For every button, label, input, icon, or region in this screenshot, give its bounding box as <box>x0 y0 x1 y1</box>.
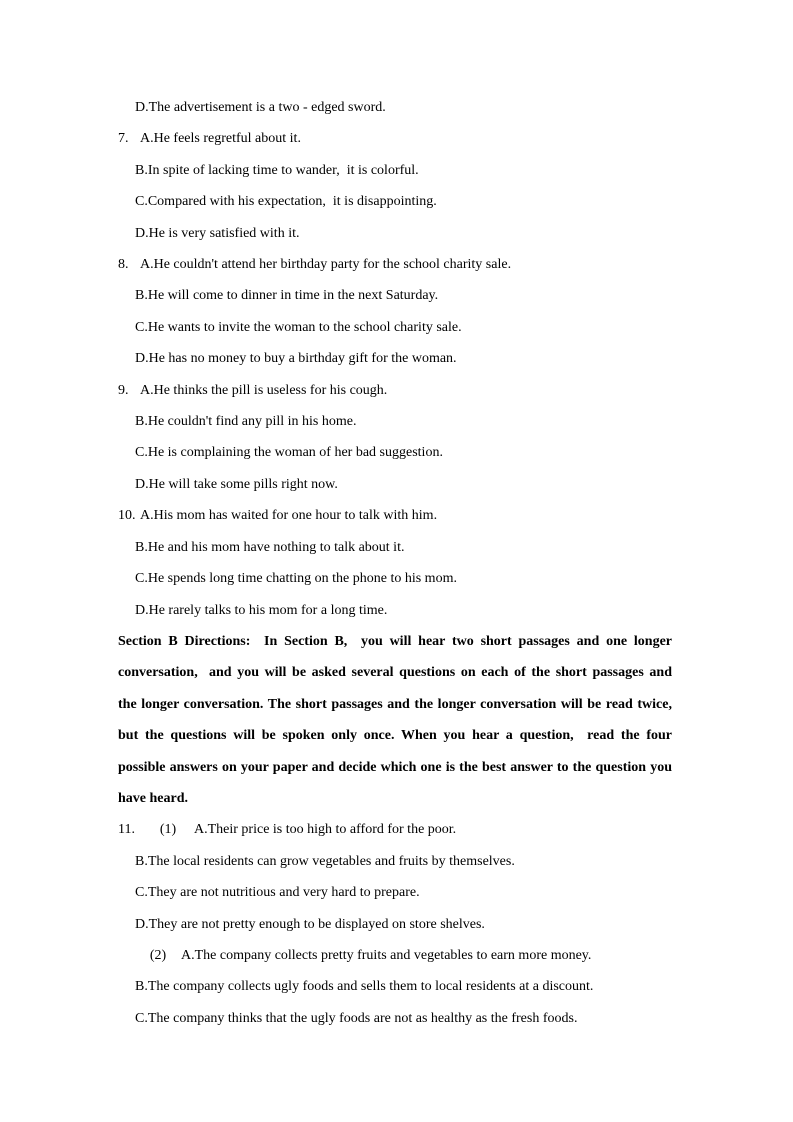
q11-part1-option-d: D.They are not pretty enough to be displayed on store shelves. <box>135 916 485 932</box>
q9-option-b: B.He couldn't find any pill in his home. <box>135 414 357 430</box>
q8-number: 8. <box>118 257 129 273</box>
q7-number: 7. <box>118 131 129 147</box>
q11-part2-label: (2) <box>149 947 167 963</box>
q10-number: 10. <box>118 508 136 524</box>
q9-option-a: A.He thinks the pill is useless for his cough. <box>140 382 388 398</box>
section-b-directions-line-1: Section B Directions: In Section B, you will hear two short passages and one longer <box>118 633 672 649</box>
q10-option-a: A.His mom has waited for one hour to talk with him. <box>140 508 438 524</box>
section-b-directions-line-3: the longer conversation. The short passages and the longer conversation will be read twice, <box>118 696 672 712</box>
q9-option-d: D.He will take some pills right now. <box>135 476 338 492</box>
q8-line-option-a <box>118 249 672 280</box>
q10-line-option-a <box>118 500 672 531</box>
q11-part1-label: (1) <box>159 822 177 838</box>
q11-part2-option-b: B.The company collects ugly foods and sells them to local residents at a discount. <box>135 979 594 995</box>
q11-part1-line-option-a <box>118 814 672 845</box>
q11-part1-option-c: C.They are not nutritious and very hard to prepare. <box>135 885 420 901</box>
q11-part2-line-option-a <box>118 940 672 971</box>
section-b-directions-line-4: but the questions will be spoken only once. When you hear a question, read the four <box>118 728 672 744</box>
q9-option-c: C.He is complaining the woman of her bad suggestion. <box>135 445 443 461</box>
section-b-directions-line-5: possible answers on your paper and decide which one is the best answer to the question you <box>118 759 672 775</box>
exam-listening-section <box>118 92 672 1034</box>
q11-part1-option-b: B.The local residents can grow vegetables and fruits by themselves. <box>135 853 515 869</box>
q11-part2-option-c: C.The company thinks that the ugly foods are not as healthy as the fresh foods. <box>135 1010 578 1026</box>
q7-line-option-a <box>118 123 672 154</box>
q7-option-b: B.In spite of lacking time to wander, it is colorful. <box>135 162 419 178</box>
section-b-directions-line-6: have heard. <box>118 790 188 806</box>
q10-option-d: D.He rarely talks to his mom for a long time. <box>135 602 388 618</box>
q8-option-b: B.He will come to dinner in time in the next Saturday. <box>135 288 439 304</box>
q11-part2-option-a: A.The company collects pretty fruits and vegetables to earn more money. <box>181 947 592 963</box>
q11-number: 11. <box>118 822 135 838</box>
q7-option-c: C.Compared with his expectation, it is disappointing. <box>135 194 437 210</box>
q11-part1-option-a: A.Their price is too high to afford for the poor. <box>194 822 457 838</box>
q7-option-a: A.He feels regretful about it. <box>140 131 301 147</box>
q10-option-b: B.He and his mom have nothing to talk about it. <box>135 539 405 555</box>
q8-option-d: D.He has no money to buy a birthday gift for the woman. <box>135 351 457 367</box>
q8-option-c: C.He wants to invite the woman to the school charity sale. <box>135 319 462 335</box>
q9-number: 9. <box>118 382 129 398</box>
q6-option-d: D.The advertisement is a two - edged sword. <box>135 100 386 115</box>
section-b-directions-line-2: conversation, and you will be asked several questions on each of the short passages and <box>118 665 672 681</box>
q7-option-d: D.He is very satisfied with it. <box>135 225 300 241</box>
q8-option-a: A.He couldn't attend her birthday party for the school charity sale. <box>140 257 512 273</box>
q10-option-c: C.He spends long time chatting on the phone to his mom. <box>135 571 457 587</box>
q9-line-option-a <box>118 375 672 406</box>
